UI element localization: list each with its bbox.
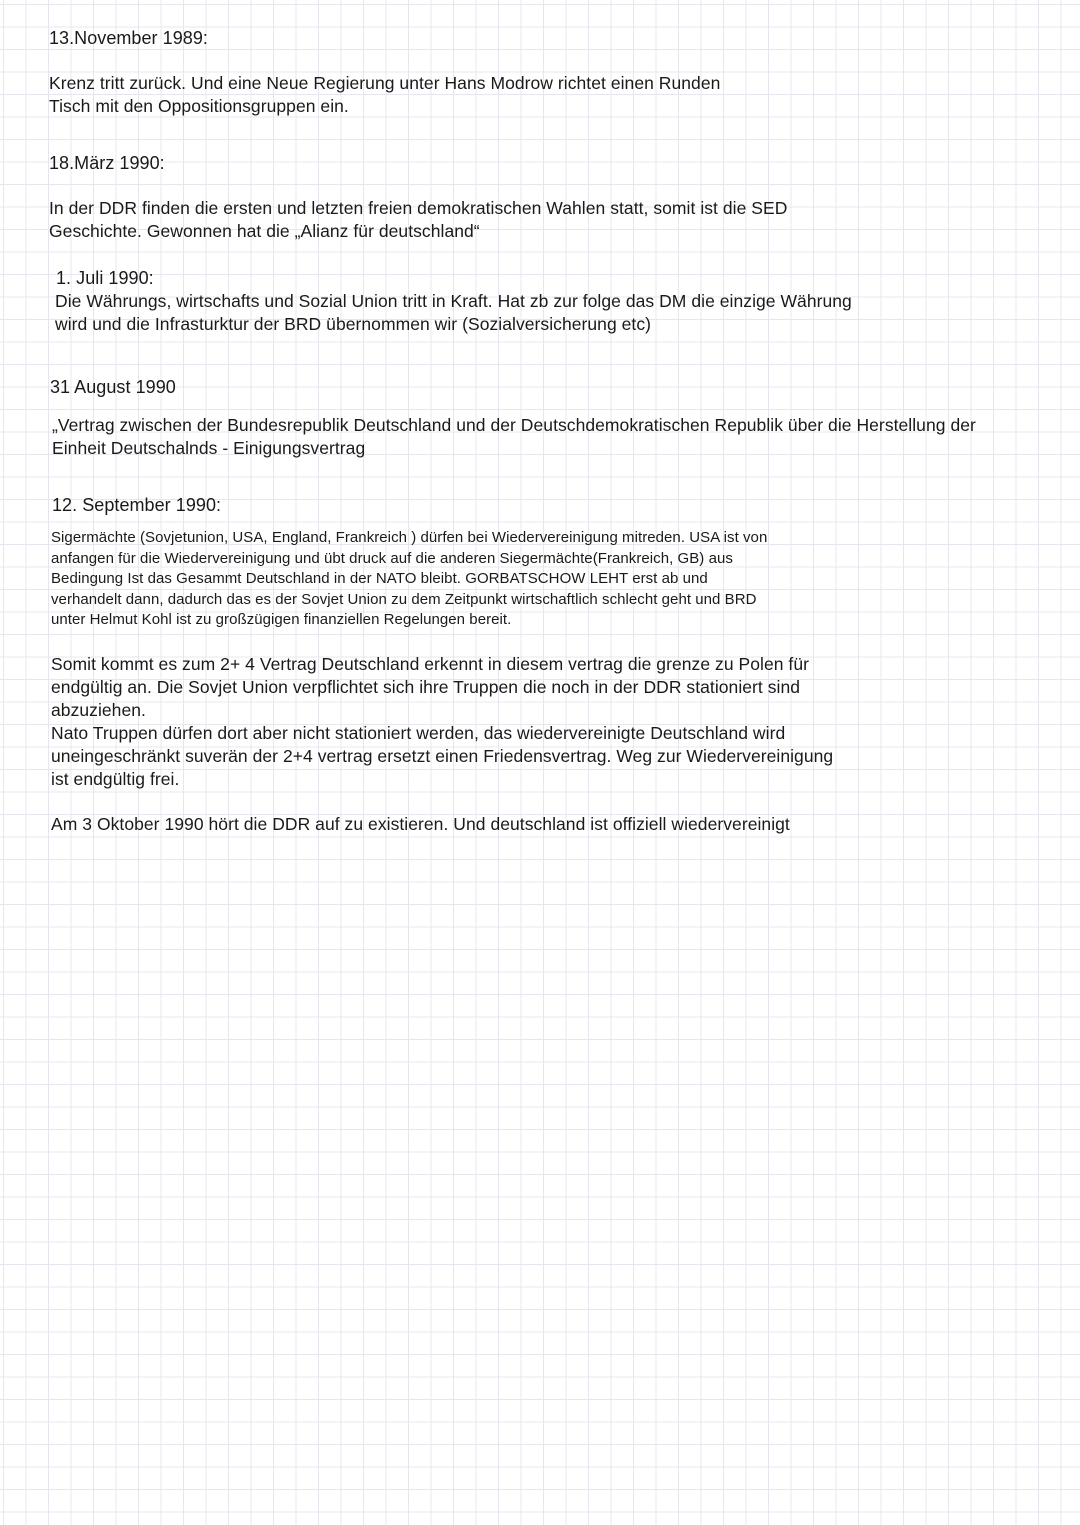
entry-date-18-maerz-1990: 18.März 1990: [49, 153, 165, 173]
entry-text-13-november-1989: Krenz tritt zurück. Und eine Neue Regierung unter Hans Modrow richtet einen Runden Tisch mit den Oppositionsgruppen ein. [49, 73, 721, 116]
entry-text-1-juli-1990: Die Währungs, wirtschafts und Sozial Union tritt in Kraft. Hat zb zur folge das DM die einzige Währung wird und die Infrasturktur der BRD übernommen wir (Sozialversicherung etc) [55, 291, 852, 334]
entry-date-12-september-1990: 12. September 1990: [52, 495, 222, 515]
entry-text-18-maerz-1990: In der DDR finden die ersten und letzten freien demokratischen Wahlen statt, somit ist die SED Geschichte. Gewonnen hat die „Alianz für deutschland“ [49, 198, 788, 241]
entry-text-12-september-1990-2plus4-vertrag: Somit kommt es zum 2+ 4 Vertrag Deutschland erkennt in diesem vertrag die grenze zu Polen für endgültig an. Die Sovjet Union verpflichtet sich ihre Truppen die noch in der DDR stationiert sind abzuziehen. Nato Truppen dürfen dort aber nicht stationiert werden, das wiedervereinigte Deutschland wird uneingeschränkt suverän der 2+4 vertrag ersetzt einen Friedensvertrag. Weg zur Wiedervereinigung ist endgültig frei. [51, 654, 834, 789]
entry-text-31-august-1990: „Vertrag zwischen der Bundesrepublik Deutschland und der Deutschdemokratischen Republik über die Herstellung der Einheit Deutschalnds - Einigungsvertrag [52, 415, 976, 458]
entry-date-13-november-1989: 13.November 1989: [49, 28, 208, 48]
entry-date-1-juli-1990: 1. Juli 1990: [56, 268, 154, 288]
entry-text-3-oktober-1990: Am 3 Oktober 1990 hört die DDR auf zu existieren. Und deutschland ist offiziell wiedervereinigt [51, 814, 790, 834]
entry-text-12-september-1990-siegermaechte: Sigermächte (Sovjetunion, USA, England, Frankreich ) dürfen bei Wiedervereinigung mitreden. USA ist von anfangen für die Wiedervereinigung und übt druck auf die anderen Siegermächte(Frankreich, GB) aus Bedingung Ist das Gesammt Deutschland in der NATO bleibt. GORBATSCHOW LEHT erst ab und verhandelt dann, dadurch das es der Sovjet Union zu dem Zeitpunkt wirtschaftlich schlecht geht und BRD unter Helmut Kohl ist zu großzügigen finanziellen Regelungen bereit. [51, 529, 768, 629]
entry-date-31-august-1990: 31 August 1990 [50, 377, 176, 397]
